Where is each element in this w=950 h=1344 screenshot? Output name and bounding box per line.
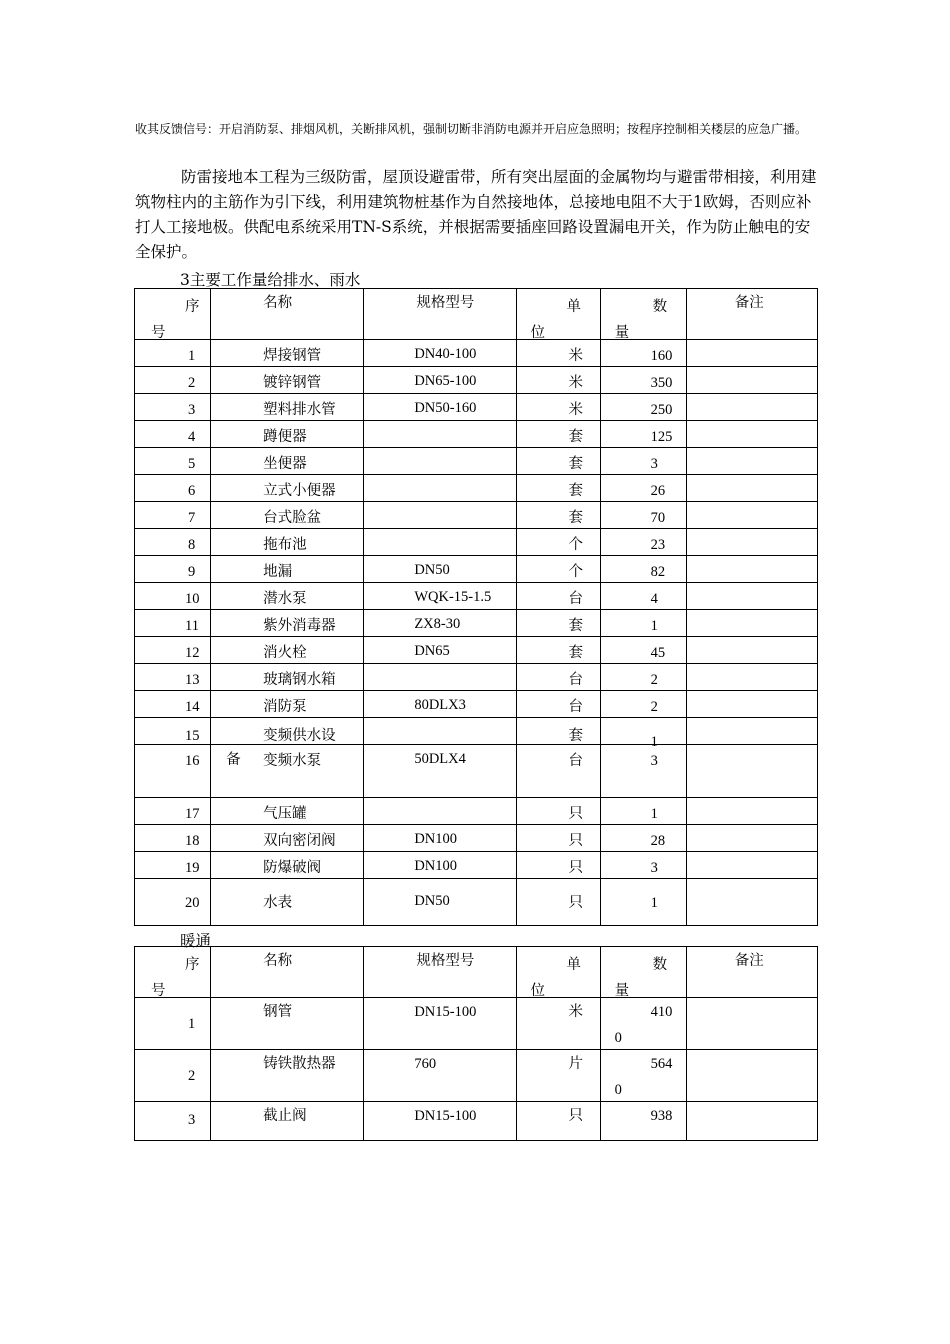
row-number: 11 — [185, 618, 199, 634]
row-number: 2 — [188, 1068, 196, 1084]
header-qty-bottom: 量 — [614, 983, 630, 999]
item-unit: 只 — [568, 806, 584, 822]
row-number: 18 — [185, 833, 200, 849]
item-name: 消防泵 — [263, 699, 307, 715]
item-unit: 台 — [568, 699, 584, 715]
row-number: 2 — [188, 375, 196, 391]
row-number: 8 — [188, 537, 196, 553]
row-number: 20 — [185, 895, 200, 911]
table-row — [135, 637, 818, 664]
row-number: 3 — [188, 1112, 196, 1128]
item-unit: 套 — [568, 483, 584, 499]
item-unit: 米 — [568, 348, 584, 364]
item-unit: 只 — [568, 1108, 584, 1124]
item-name: 双向密闭阀 — [263, 833, 336, 849]
item-quantity: 23 — [650, 537, 666, 553]
item-name: 玻璃钢水箱 — [263, 672, 336, 688]
item-name: 水表 — [263, 895, 293, 911]
item-unit: 套 — [568, 618, 584, 634]
item-quantity: 938 — [650, 1108, 673, 1124]
item-unit: 米 — [568, 402, 584, 418]
table-row — [135, 421, 818, 448]
item-spec: WQK-15-1.5 — [414, 589, 492, 605]
item-name: 铸铁散热器 — [263, 1056, 336, 1072]
row-number: 13 — [185, 672, 200, 688]
table-row — [135, 718, 818, 745]
plumbing-table — [134, 288, 818, 926]
item-quantity: 2 — [650, 699, 658, 715]
item-quantity: 125 — [650, 429, 673, 445]
row-number: 9 — [188, 564, 196, 580]
item-name: 防爆破阀 — [263, 860, 322, 876]
header-qty-top: 数 — [652, 299, 668, 315]
item-name: 塑料排水管 — [263, 402, 336, 418]
item-unit: 套 — [568, 728, 584, 744]
item-unit: 米 — [568, 375, 584, 391]
hvac-table — [134, 946, 818, 1141]
item-unit: 套 — [568, 429, 584, 445]
section-title-plumbing: 3主要工作量给排水、雨水 — [180, 271, 361, 289]
item-spec: 80DLX3 — [414, 697, 466, 713]
item-spec: DN15-100 — [414, 1108, 477, 1124]
header-unit-bottom: 位 — [530, 983, 546, 999]
item-quantity: 350 — [650, 375, 673, 391]
item-spec: DN65 — [414, 643, 450, 659]
item-spec: 50DLX4 — [414, 751, 466, 767]
item-quantity: 26 — [650, 483, 666, 499]
table-row — [135, 691, 818, 718]
item-name: 消火栓 — [263, 645, 307, 661]
item-name-wrap: 备 — [226, 752, 241, 768]
table-header-row — [135, 289, 818, 340]
row-number: 5 — [188, 456, 196, 472]
item-name: 蹲便器 — [263, 429, 307, 445]
table-row — [135, 583, 818, 610]
item-quantity: 250 — [650, 402, 673, 418]
table-row — [135, 664, 818, 691]
table-row — [135, 475, 818, 502]
item-spec: DN100 — [414, 858, 458, 874]
row-number: 19 — [185, 860, 200, 876]
header-remark: 备注 — [734, 953, 764, 969]
row-number: 17 — [185, 806, 200, 822]
header-spec: 规格型号 — [416, 953, 475, 969]
row-number: 6 — [188, 483, 196, 499]
item-unit: 只 — [568, 860, 584, 876]
item-unit: 片 — [568, 1056, 584, 1072]
row-number: 7 — [188, 510, 196, 526]
item-name: 截止阀 — [263, 1108, 307, 1124]
table-row — [135, 502, 818, 529]
item-unit: 套 — [568, 510, 584, 526]
item-name: 拖布池 — [263, 537, 307, 553]
item-quantity: 160 — [650, 348, 673, 364]
header-remark: 备注 — [734, 295, 764, 311]
item-spec: 760 — [414, 1056, 437, 1072]
item-quantity: 28 — [650, 833, 666, 849]
table-row — [135, 367, 818, 394]
lightning-protection-paragraph: 防雷接地本工程为三级防雷，屋顶设避雷带，所有突出屋面的金属物均与避雷带相接，利用建筑物柱内的主筋作为引下线，利用建筑物桩基作为自然接地体，总接地电阻不大于1欧姆，否则应补打人工接地极。供配电系统采用TN-S系统，并根据需要插座回路设置漏电开关，作为防止触电的安全保护。 — [135, 168, 817, 261]
item-quantity: 82 — [650, 564, 666, 580]
header-spec: 规格型号 — [416, 295, 475, 311]
item-spec: DN100 — [414, 831, 458, 847]
item-quantity: 1 — [650, 895, 658, 911]
item-quantity-wrap: 0 — [614, 1082, 622, 1098]
section-title-hvac: 暖通 — [180, 932, 212, 950]
item-unit: 米 — [568, 1004, 584, 1020]
item-spec: DN65-100 — [414, 373, 477, 389]
table-row — [135, 1102, 818, 1141]
item-spec: DN50 — [414, 893, 450, 909]
item-quantity: 4 — [650, 591, 658, 607]
item-quantity: 564 — [650, 1056, 673, 1072]
header-seq-bottom: 号 — [151, 983, 166, 999]
table-row — [135, 798, 818, 825]
row-number: 1 — [188, 1016, 196, 1032]
table-row — [135, 340, 818, 367]
item-unit: 套 — [568, 645, 584, 661]
item-name: 立式小便器 — [263, 483, 336, 499]
item-quantity: 1 — [650, 618, 658, 634]
table-header-row — [135, 947, 818, 998]
header-name: 名称 — [263, 295, 293, 311]
item-quantity: 1 — [650, 806, 658, 822]
item-name: 变频水泵 — [263, 753, 322, 769]
item-name: 镀锌钢管 — [263, 375, 322, 391]
header-unit-top: 单 — [566, 957, 582, 973]
table-row — [135, 745, 818, 798]
table-row — [135, 556, 818, 583]
header-seq-bottom: 号 — [151, 325, 166, 341]
item-name: 地漏 — [263, 564, 293, 580]
intro-small-paragraph: 收其反馈信号：开启消防泵、排烟风机，关断排风机，强制切断非消防电源并开启应急照明；按程序控制相关楼层的应急广播。 — [135, 122, 808, 136]
item-unit: 个 — [568, 564, 584, 580]
row-number: 15 — [185, 728, 200, 744]
item-name: 焊接钢管 — [263, 348, 322, 364]
item-unit: 台 — [568, 672, 584, 688]
item-unit: 台 — [568, 753, 584, 769]
table-row — [135, 852, 818, 879]
item-unit: 只 — [568, 833, 584, 849]
item-name: 潜水泵 — [263, 591, 307, 607]
item-name: 气压罐 — [263, 806, 307, 822]
item-quantity: 70 — [650, 510, 666, 526]
item-spec: ZX8-30 — [414, 616, 461, 632]
item-quantity: 45 — [650, 645, 666, 661]
item-quantity: 2 — [650, 672, 658, 688]
row-number: 1 — [188, 348, 196, 364]
item-name: 台式脸盆 — [263, 510, 322, 526]
header-qty-bottom: 量 — [614, 325, 630, 341]
header-unit-top: 单 — [566, 299, 582, 315]
header-qty-top: 数 — [652, 957, 668, 973]
row-number: 16 — [185, 753, 200, 769]
item-quantity: 3 — [650, 860, 658, 876]
header-seq-top: 序 — [185, 299, 200, 315]
item-name: 紫外消毒器 — [263, 618, 336, 634]
item-unit: 台 — [568, 591, 584, 607]
item-unit: 套 — [568, 456, 584, 472]
row-number: 3 — [188, 402, 196, 418]
header-unit-bottom: 位 — [530, 325, 546, 341]
item-quantity-wrap: 0 — [614, 1030, 622, 1046]
item-spec: DN40-100 — [414, 346, 477, 362]
item-quantity: 3 — [650, 456, 658, 472]
item-unit: 只 — [568, 895, 584, 911]
table-row — [135, 998, 818, 1050]
table-row — [135, 879, 818, 926]
table-row — [135, 448, 818, 475]
row-number: 14 — [185, 699, 200, 715]
item-quantity: 3 — [650, 753, 658, 769]
table-row — [135, 610, 818, 637]
item-name: 坐便器 — [263, 456, 307, 472]
row-number: 12 — [185, 645, 200, 661]
item-spec: DN50 — [414, 562, 450, 578]
item-quantity: 410 — [650, 1004, 673, 1020]
header-name: 名称 — [263, 953, 293, 969]
item-name: 钢管 — [263, 1004, 293, 1020]
table-row — [135, 529, 818, 556]
row-number: 10 — [185, 591, 200, 607]
item-unit: 个 — [568, 537, 584, 553]
table-row — [135, 825, 818, 852]
item-name: 变频供水设 — [263, 728, 336, 744]
item-spec: DN15-100 — [414, 1004, 477, 1020]
table-row — [135, 394, 818, 421]
item-quantity: 1 — [650, 734, 658, 750]
item-spec: DN50-160 — [414, 400, 477, 416]
table-row — [135, 1050, 818, 1102]
header-seq-top: 序 — [185, 957, 200, 973]
row-number: 4 — [188, 429, 196, 445]
